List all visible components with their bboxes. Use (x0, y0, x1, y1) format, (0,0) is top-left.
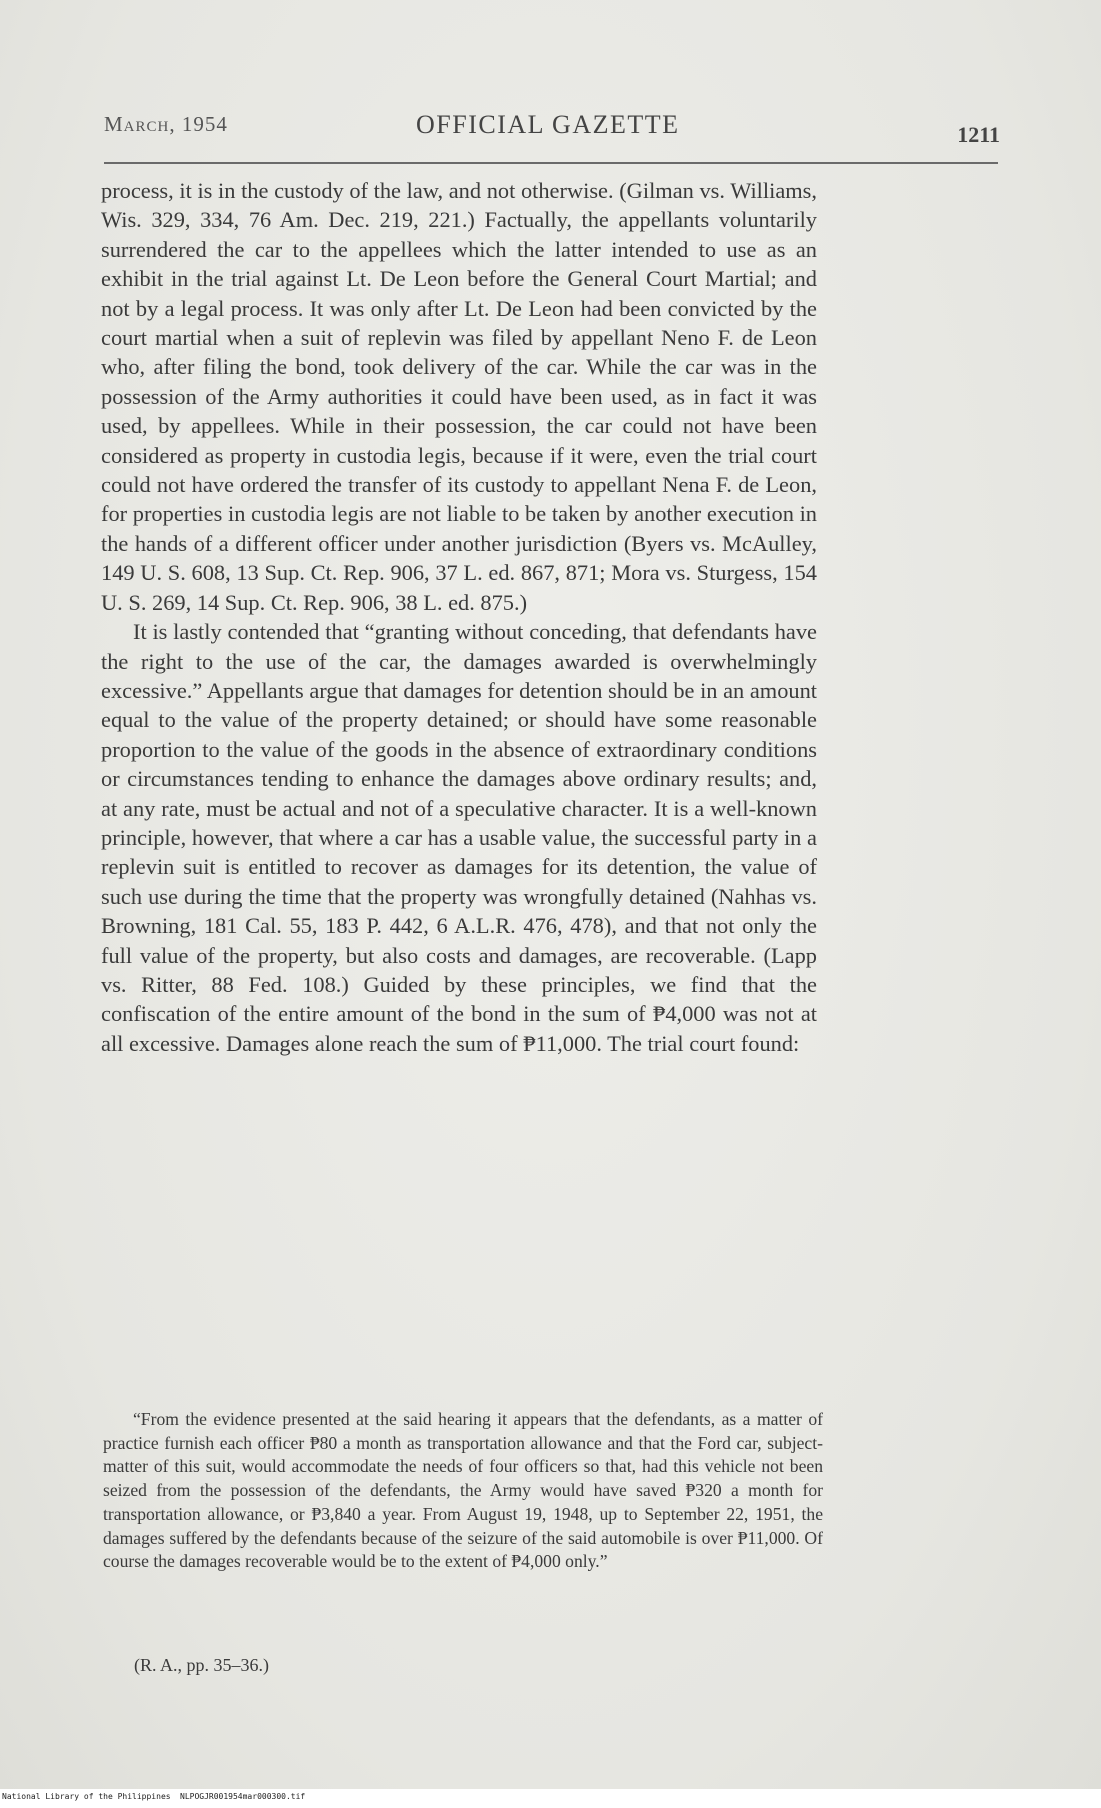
header-title: OFFICIAL GAZETTE (416, 110, 680, 139)
header-date: March, 1954 (104, 112, 228, 136)
footer-library: National Library of the Philippines (2, 1792, 171, 1801)
record-citation: (R. A., pp. 35–36.) (134, 1655, 269, 1675)
page-header (104, 104, 1000, 156)
footer-filename: NLPOGJR001954mar000300.tif (180, 1792, 306, 1801)
scan-footer (0, 1789, 1101, 1808)
block-quote (103, 1408, 823, 1574)
paragraph-1: process, it is in the custody of the law, and not otherwise. (Gilman vs. Williams, Wis. 329, 334, 76 Am. Dec. 219, 221.) Factually, the appellants voluntarily surrendered the car to the appellees which the latter intended to use as an exhibit in the trial against Lt. De Leon before the General Court Martial; and not by a legal process. It was only after Lt. De Leon had been convicted by the court martial when a suit of replevin was filed by appellant Neno F. de Leon who, after filing the bond, took delivery of the car. While the car was in the possession of the Army authorities it could have been used, as in fact it was used, by appellees. While in their possession, the car could not have been considered as property in custodia legis, because if it were, even the trial court could not have ordered the transfer of its custody to appellant Nena F. de Leon, for properties in custodia legis are not liable to be taken by another execution in the hands of a different officer under another jurisdiction (Byers vs. McAulley, 149 U. S. 608, 13 Sup. Ct. Rep. 906, 37 L. ed. 867, 871; Mora vs. Sturgess, 154 U. S. 269, 14 Sup. Ct. Rep. 906, 38 L. ed. 875.) (101, 178, 817, 615)
quote-text: “From the evidence presented at the said hearing it appears that the defendants, as a matter of practice furnish each officer ₱80 a month as transportation allowance and that the Ford car, subject-matter of this suit, would accommodate the needs of four officers so that, had this vehicle not been seized from the possession of the defendants, the Army would have saved ₱320 a month for transportation allowance, or ₱3,840 a year. From August 19, 1948, up to September 22, 1951, the damages suffered by the defendants because of the seizure of the said automobile is over ₱11,000. Of course the damages recoverable would be to the extent of ₱4,000 only.” (103, 1409, 823, 1572)
page-number: 1211 (957, 122, 1000, 147)
paragraph-2: It is lastly contended that “granting without conceding, that defendants have the right to the use of the car, the damages awarded is overwhelmingly excessive.” Appellants argue that damages for detention should be in an amount equal to the value of the property detained; or should have some reasonable proportion to the value of the goods in the absence of extraordinary conditions or circumstances tending to enhance the damages above ordinary results; and, at any rate, must be actual and not of a speculative character. It is a well-known principle, however, that where a car has a usable value, the successful party in a replevin suit is entitled to recover as damages for its detention, the value of such use during the time that the property was wrongfully detained (Nahhas vs. Browning, 181 Cal. 55, 183 P. 442, 6 A.L.R. 476, 478), and that not only the full value of the property, but also costs and damages, are recoverable. (Lapp vs. Ritter, 88 Fed. 108.) Guided by these principles, we find that the confiscation of the entire amount of the bond in the sum of ₱4,000 was not at all excessive. Damages alone reach the sum of ₱11,000. The trial court found: (101, 619, 817, 1056)
body-text (101, 176, 817, 1058)
header-rule (104, 162, 998, 164)
